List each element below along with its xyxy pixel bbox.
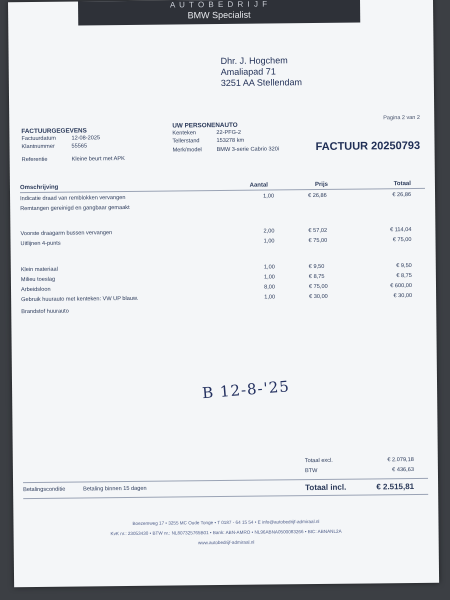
row-total: € 8,75 bbox=[396, 273, 412, 280]
table-row bbox=[21, 292, 426, 304]
row-total: € 9,50 bbox=[396, 263, 412, 270]
invoice-details bbox=[21, 127, 125, 164]
row-description: Indicatie draad van remblokken vervangen bbox=[20, 195, 126, 203]
invoice-date-label: Factuurdatum bbox=[21, 135, 56, 143]
row-description: Gebruik huurauto met kenteken: VW UP blauw. bbox=[21, 295, 139, 304]
row-quantity: 1,00 bbox=[264, 294, 276, 301]
vehicle-details bbox=[172, 121, 279, 154]
row-quantity: 8,00 bbox=[264, 284, 276, 291]
row-description: Klein materiaal bbox=[20, 266, 58, 274]
row-description: Brandstof huurauto bbox=[21, 308, 69, 316]
row-price: € 26,86 bbox=[308, 192, 327, 200]
client-number-label: Klantnummer bbox=[21, 144, 55, 151]
table-row bbox=[20, 201, 425, 213]
table-row bbox=[21, 236, 426, 248]
address-line: Amaliapad 71 bbox=[220, 66, 276, 78]
col-total: Totaal bbox=[393, 181, 411, 188]
row-total: € 75,00 bbox=[392, 237, 412, 244]
col-description: Omschrijving bbox=[19, 184, 59, 192]
footer-address: Boezemweg 17 • 3255 MC Oude Tonge • T 0187 - 64 15 54 • E info@autobedrijf-admiraal.nl bbox=[132, 518, 320, 526]
row-quantity: 1,00 bbox=[263, 274, 275, 281]
row-price: € 30,00 bbox=[309, 293, 328, 301]
total-excl-value: € 2.079,18 bbox=[387, 457, 414, 464]
row-total: € 600,00 bbox=[390, 283, 413, 290]
invoice-title: FACTUUR 20250793 bbox=[315, 139, 421, 154]
total-incl-value: € 2.515,81 bbox=[376, 481, 415, 492]
row-total: € 114,04 bbox=[390, 227, 412, 234]
row-price: € 9,50 bbox=[308, 263, 325, 271]
reference-value: Kleine beurt met APK bbox=[71, 155, 125, 163]
brand-name: A U T O B E D R I J F bbox=[169, 0, 269, 10]
row-description: Arbeidsloon bbox=[20, 286, 51, 294]
btw-row bbox=[23, 466, 428, 478]
row-quantity: 2,00 bbox=[263, 228, 275, 235]
recipient-address bbox=[221, 55, 302, 89]
payment-value: Betaling binnen 15 dagen bbox=[83, 485, 147, 493]
handwritten-note: B 12-8-'25 bbox=[201, 377, 291, 403]
payment-terms-row bbox=[23, 482, 428, 494]
plate-label: Kenteken bbox=[172, 130, 197, 137]
row-description: Uitlijnen 4-punts bbox=[20, 240, 61, 248]
btw-label: BTW bbox=[304, 468, 318, 475]
row-price: € 8,75 bbox=[308, 273, 325, 281]
model-value: BMW 3-serie Cabrio 320i bbox=[216, 145, 280, 153]
row-description: Voorste draagarm bussen vervangen bbox=[20, 230, 113, 238]
model-label: Merk/model bbox=[172, 146, 202, 154]
client-number-value: 55565 bbox=[71, 143, 88, 150]
footer-divider bbox=[23, 494, 428, 499]
reference-label: Referentie bbox=[21, 156, 48, 163]
footer-bank: KvK nr.: 23053430 • BTW nr.: NL807325765B01 • Bank: ABN-AMRO • NL96ABNA0500083266 • BIC: ABNANL2A bbox=[110, 528, 342, 537]
row-price: € 75,00 bbox=[308, 237, 328, 245]
row-quantity: 1,00 bbox=[263, 264, 275, 271]
btw-value: € 436,63 bbox=[392, 467, 414, 474]
row-price: € 75,00 bbox=[308, 283, 328, 291]
address-line: 3251 AA Stellendam bbox=[220, 77, 302, 89]
row-total: € 26,86 bbox=[392, 192, 412, 199]
table-row bbox=[21, 304, 426, 316]
row-quantity: 1,00 bbox=[263, 238, 275, 245]
row-quantity: 1,00 bbox=[263, 193, 275, 200]
invoice-details-title: FACTUURGEGEVENS bbox=[21, 127, 87, 136]
total-incl-label: Totaal incl. bbox=[305, 482, 347, 493]
plate-value: 22-PFG-2 bbox=[216, 129, 241, 137]
vehicle-title: UW PERSONENAUTO bbox=[172, 121, 238, 130]
invoice-paper bbox=[8, 0, 439, 587]
odometer-label: Tellerstand bbox=[172, 138, 200, 145]
letterhead bbox=[78, 0, 360, 25]
invoice-date-value: 12-08-2025 bbox=[71, 135, 101, 142]
col-price: Prijs bbox=[314, 181, 328, 189]
row-price: € 57,02 bbox=[308, 227, 328, 235]
row-description: Remtangen gereinigd en gangbaar gemaakt bbox=[20, 204, 130, 213]
row-total: € 30,00 bbox=[393, 293, 413, 300]
col-quantity: Aantal bbox=[249, 182, 268, 189]
page-indicator: Pagina 2 van 2 bbox=[383, 114, 420, 122]
address-line: Dhr. J. Hogchem bbox=[220, 55, 288, 67]
payment-label: Betalingsconditie bbox=[23, 486, 66, 494]
brand-subtitle: BMW Specialist bbox=[187, 9, 251, 21]
footer-website[interactable]: www.autobedrijf-admiraal.nl bbox=[197, 539, 255, 546]
odometer-value: 153278 km bbox=[216, 138, 245, 145]
total-excl-label: Totaal excl. bbox=[304, 457, 333, 465]
row-description: Milieu toeslag bbox=[20, 276, 56, 284]
